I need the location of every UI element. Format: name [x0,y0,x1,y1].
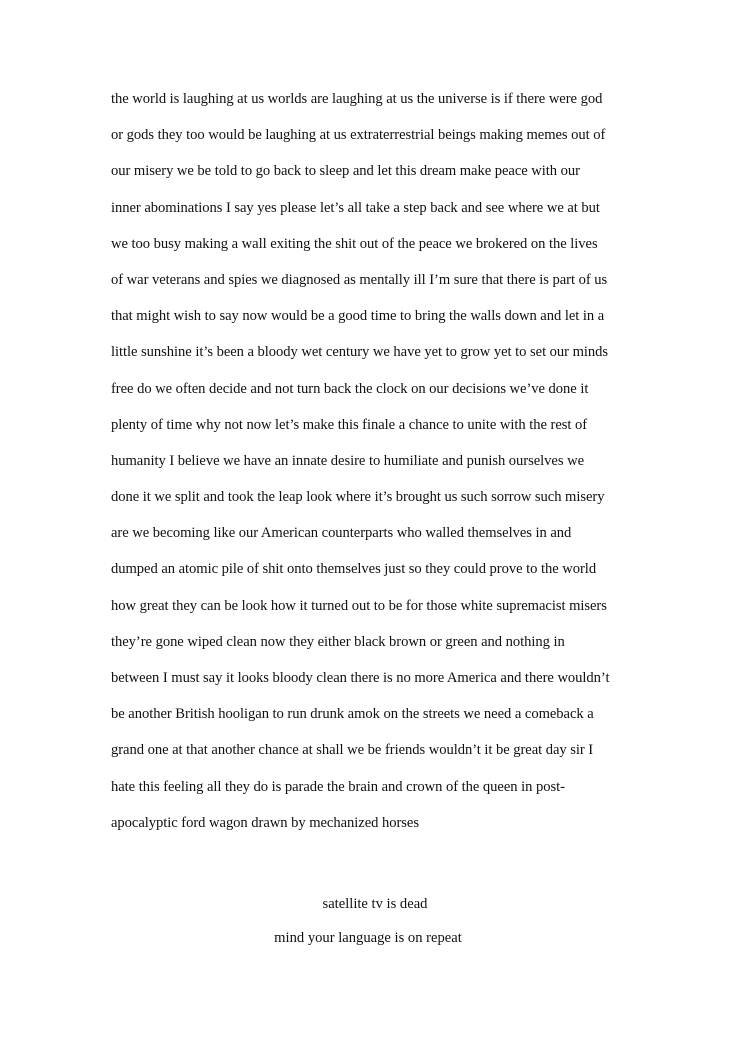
text-line: how great they can be look how it turned out to be for those white supremacist misers [111,597,607,614]
text-line: free do we often decide and not turn back the clock on our decisions we’ve done it [111,380,589,397]
text-line: plenty of time why not now let’s make this finale a chance to unite with the rest of [111,416,588,433]
coda-stanza [0,892,736,960]
text-line: little sunshine it’s been a bloody wet century we have yet to grow yet to set our minds [111,344,609,361]
text-line: dumped an atomic pile of shit onto themselves just so they could prove to the world [111,561,597,578]
text-line: that might wish to say now would be a good time to bring the walls down and let in a [111,308,605,325]
text-line: humanity I believe we have an innate desire to humiliate and punish ourselves we [111,452,584,469]
prose-paragraph [111,87,641,847]
text-line: we too busy making a wall exiting the shit out of the peace we brokered on the lives [111,235,598,252]
text-line: hate this feeling all they do is parade the brain and crown of the queen in post- [111,778,565,795]
text-line: are we becoming like our American counterparts who walled themselves in and [111,525,572,542]
text-line: the world is laughing at us worlds are laughing at us the universe is if there were god [111,91,603,107]
text-line: between I must say it looks bloody clean there is no more America and there wouldn’t [111,670,610,686]
text-line: our misery we be told to go back to sleep and let this dream make peace with our [111,163,580,180]
text-line: done it we split and took the leap look where it’s brought us such sorrow such misery [111,489,605,506]
text-line: grand one at that another chance at shall we be friends wouldn’t it be great day sir I [111,742,594,759]
coda-line: satellite tv is dead [322,896,428,912]
text-line: apocalyptic ford wagon drawn by mechanized horses [111,814,419,831]
text-line: they’re gone wiped clean now they either black brown or green and nothing in [111,633,565,650]
text-line: of war veterans and spies we diagnosed as mentally ill I’m sure that there is part of us [111,271,608,288]
text-line: or gods they too would be laughing at us extraterrestrial beings making memes out of [111,127,606,144]
text-line: be another British hooligan to run drunk amok on the streets we need a comeback a [111,706,594,723]
coda-line: mind your language is on repeat [274,930,462,946]
text-line: inner abominations I say yes please let’s all take a step back and see where we at but [111,199,600,216]
